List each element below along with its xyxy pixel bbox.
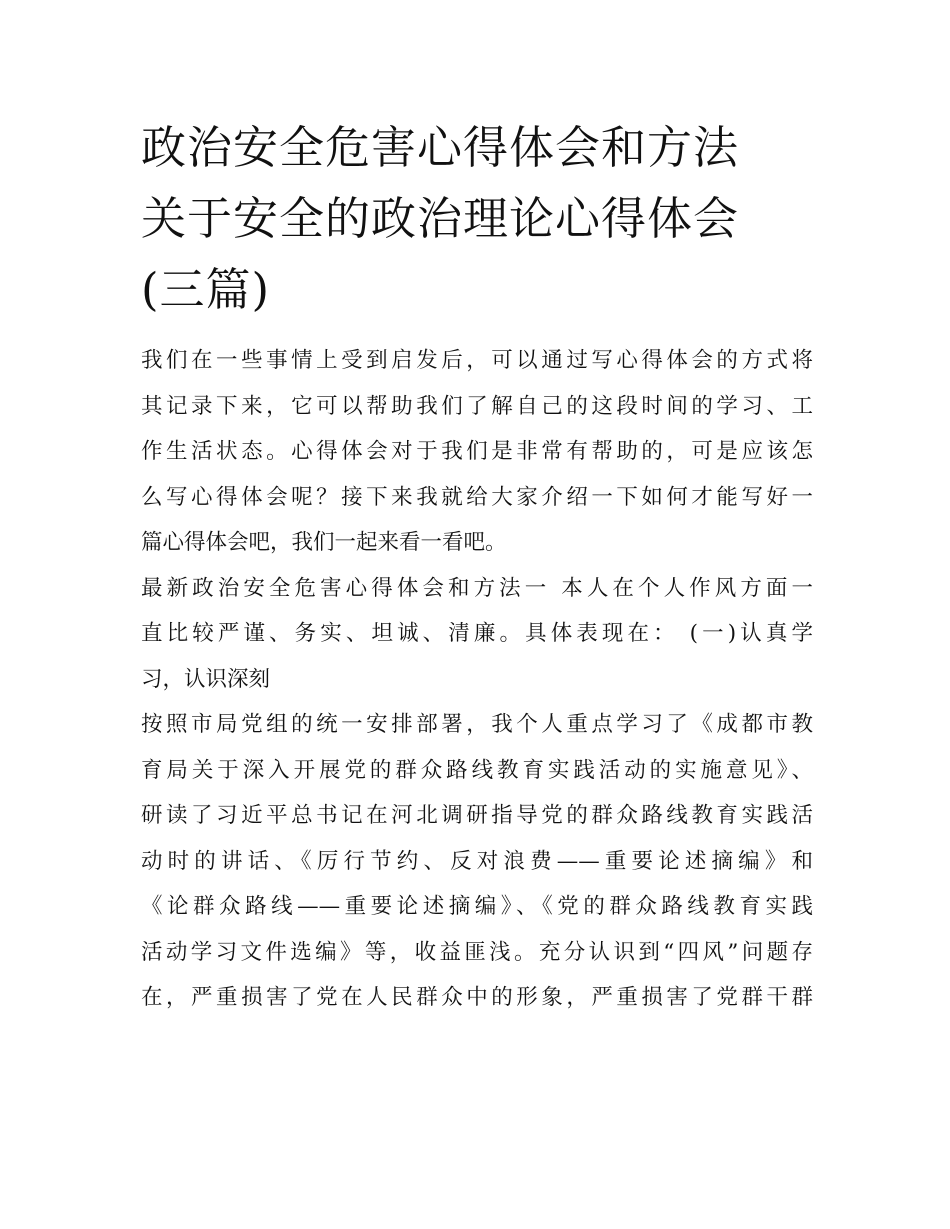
text-line: 其记录下来，它可以帮助我们了解自己的这段时间的学习、工 xyxy=(141,393,813,419)
text-line: 动时的讲话、《厉行节约、反对浪费——重要论述摘编》和 xyxy=(141,848,813,874)
text-line: 直比较严谨、务实、坦诚、清廉。具体表现在： (一)认真学 xyxy=(141,621,813,646)
title-line: 政治安全危害心得体会和方法 xyxy=(141,121,740,174)
section-one-paragraph xyxy=(141,566,813,703)
text-line: 研读了习近平总书记在河北调研指导党的群众路线教育实践活 xyxy=(141,803,813,828)
text-line: 在，严重损害了党在人民群众中的形象，严重损害了党群干群 xyxy=(141,985,813,1010)
text-line: 么写心得体会呢？接下来我就给大家介绍一下如何才能写好一 xyxy=(141,484,813,510)
title-line: 关于安全的政治理论心得体会 xyxy=(141,192,740,245)
text-line: 活动学习文件选编》等，收益匪浅。充分认识到“四风”问题存 xyxy=(141,939,813,965)
study-paragraph xyxy=(141,702,813,1021)
text-line: 《论群众路线——重要论述摘编》、《党的群众路线教育实践 xyxy=(141,894,813,919)
intro-paragraph xyxy=(141,338,813,566)
title-line: (三篇) xyxy=(141,263,271,316)
text-line: 最新政治安全危害心得体会和方法一 本人在个人作风方面一 xyxy=(141,575,813,601)
text-line: 按照市局党组的统一安排部署，我个人重点学习了《成都市教 xyxy=(141,712,813,737)
text-line: 我们在一些事情上受到启发后，可以通过写心得体会的方式将 xyxy=(141,348,813,373)
text-line: 作生活状态。心得体会对于我们是非常有帮助的，可是应该怎 xyxy=(141,439,813,464)
text-line: 习，认识深刻 xyxy=(141,666,271,692)
document-page xyxy=(141,112,813,1021)
document-title xyxy=(141,112,813,325)
document-body xyxy=(141,338,813,1021)
text-line: 育局关于深入开展党的群众路线教育实践活动的实施意见》、 xyxy=(141,757,813,783)
text-line: 篇心得体会吧，我们一起来看一看吧。 xyxy=(141,530,507,555)
